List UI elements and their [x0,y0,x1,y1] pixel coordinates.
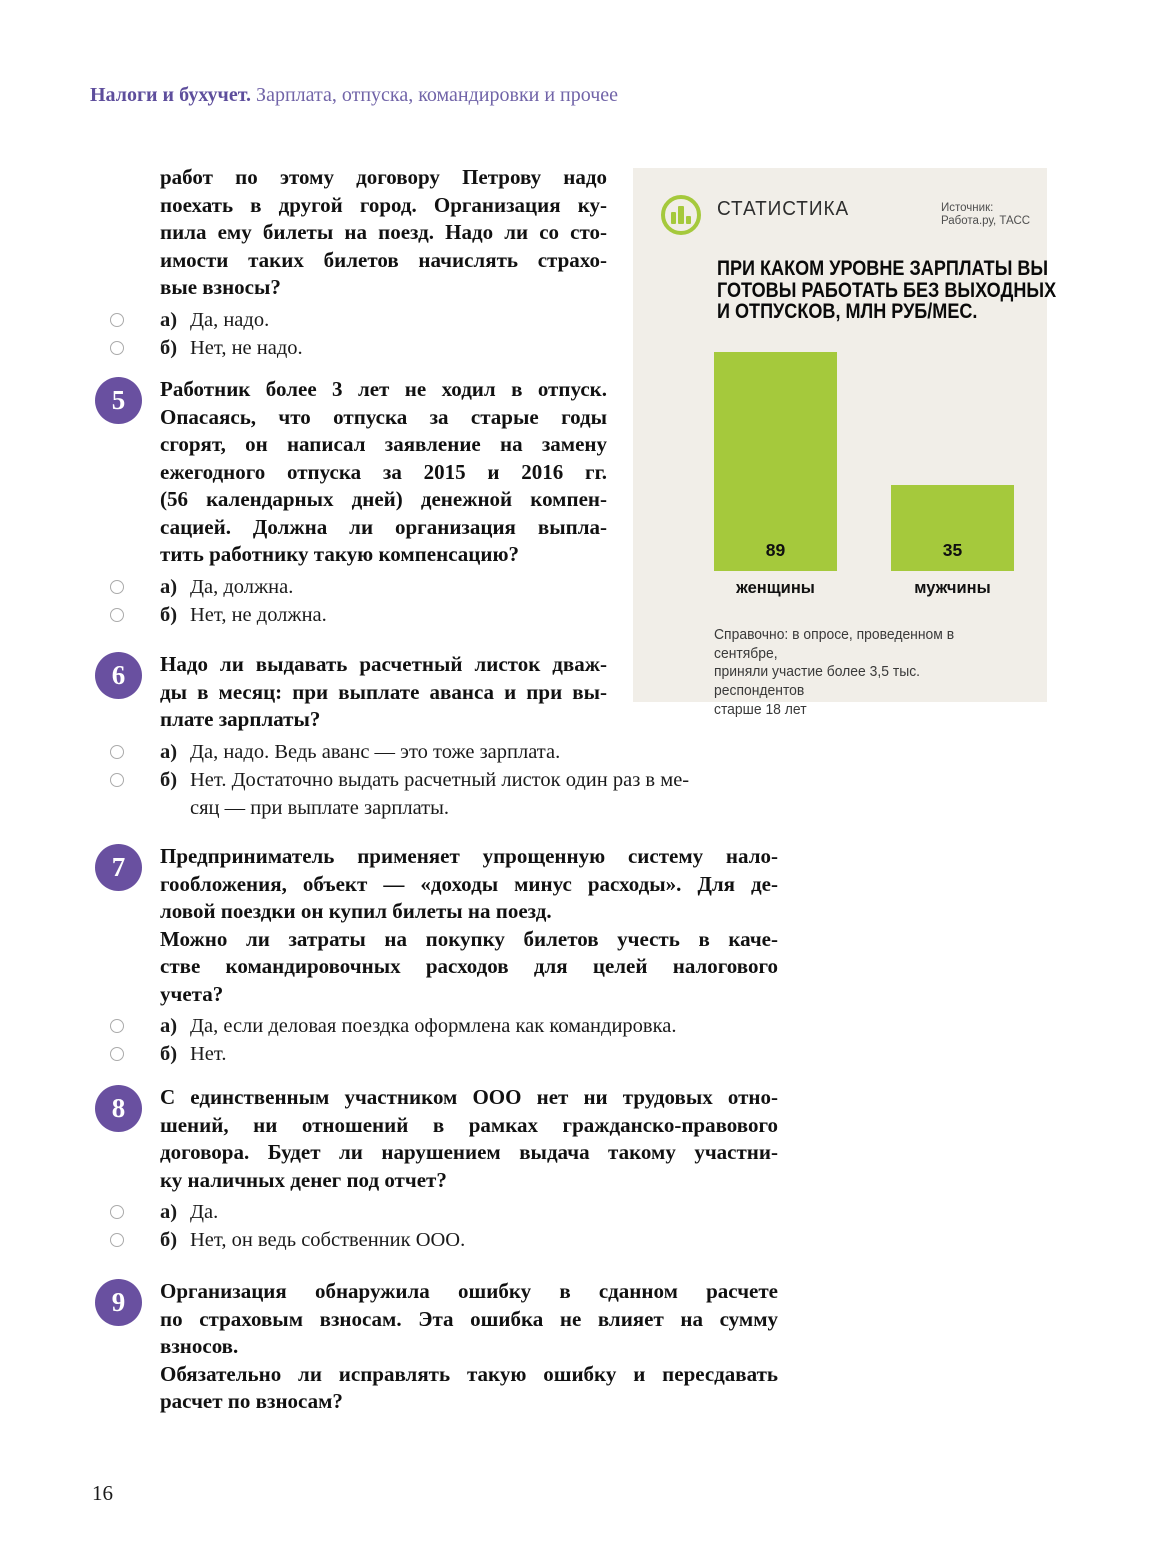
bar-value: 89 [765,540,786,560]
question-text-line: плате зарплаты? [160,707,321,731]
answer-options [160,306,607,362]
question-text-line: сацией. Должна ли организация выпла- [160,514,607,539]
chart-title-line: ПРИ КАКОМ УРОВНЕ ЗАРПЛАТЫ ВЫ [717,256,1049,280]
radio-button[interactable] [110,580,124,594]
option-label: а) [160,1015,178,1037]
question-number-badge: 8 [95,1085,142,1132]
question-text-line: (56 календарных дней) денежной компен- [160,487,607,511]
option-label: б) [160,1043,178,1065]
question-text-line: договора. Будет ли нарушением выдача такому участни- [160,1140,778,1164]
option-text: Да. [190,1201,219,1223]
question-text-line: ежегодного отпуска за 2015 и 2016 гг. [160,459,607,484]
question-text-line: сгорят, он написал заявление на замену [160,432,607,456]
question-text-line: стве командировочных расходов для целей налогового [160,954,778,978]
bar-category-label: мужчины [914,579,991,597]
radio-button[interactable] [110,313,124,327]
radio-button[interactable] [110,608,124,622]
option-text: Нет, он ведь собственник ООО. [190,1229,466,1251]
chart-footnote-line: приняли участие более 3,5 тыс. респондентов [714,664,921,700]
statistics-heading: СТАТИСТИКА [717,198,850,220]
radio-button[interactable] [110,1019,124,1033]
question-text-line: учета? [160,981,224,1006]
question-continued [160,164,607,362]
option-label: б) [160,1229,178,1251]
bar-chart-icon [661,195,701,235]
radio-button[interactable] [110,1233,124,1247]
answer-options [160,738,778,822]
question-text-line: поехать в другой город. Организация ку- [160,192,607,217]
radio-button[interactable] [110,341,124,355]
page-header [90,84,618,107]
radio-button[interactable] [110,745,124,759]
chart-title-line: И ОТПУСКОВ, МЛН РУБ/МЕС. [717,299,978,323]
chart-title [717,258,1056,323]
option-label: а) [160,575,178,598]
question-text-line: С единственным участником ООО нет ни трудовых отно- [160,1085,778,1109]
answer-option-a [160,573,607,601]
answer-options [160,573,607,629]
option-text: Нет, не должна. [190,603,327,626]
chart-source-line: Работа.ру, ТАСС [941,215,1031,227]
question-text-line: Можно ли затраты на покупку билетов учесть в каче- [160,926,778,951]
page-number: 16 [92,1481,113,1505]
question-text-line: ды в месяц: при выплате аванса и при вы- [160,679,607,704]
radio-button[interactable] [110,1047,124,1061]
bar-women [714,352,837,571]
answer-option-a [160,306,607,334]
option-label: б) [160,768,178,791]
question-text-line: пила ему билеты на поезд. Надо ли со сто- [160,220,607,244]
question-text-line: по страховым взносам. Эта ошибка не влияет на сумму [160,1306,778,1331]
answer-options [160,1198,778,1254]
answer-options [160,1012,778,1068]
option-text: Да, надо. Ведь аванс — это тоже зарплата. [190,740,561,763]
question-text-line: Надо ли выдавать расчетный листок дваж- [160,652,607,676]
question-text-line: Организация обнаружила ошибку в сданном расчете [160,1279,778,1303]
question-5 [160,376,607,629]
answer-option-b [160,1040,778,1068]
chart-source-line: Источник: [941,202,994,214]
chart-footnote [714,626,1012,720]
question-6 [160,651,690,822]
question-8 [160,1084,778,1254]
answer-option-a [160,1198,778,1226]
option-text: Нет. [190,1043,227,1065]
question-text-line: ловой поездки он купил билеты на поезд. [160,899,552,923]
option-label: б) [160,603,178,626]
question-text-line: расчет по взносам? [160,1389,343,1413]
statistics-panel [633,168,1057,718]
option-label: а) [160,740,178,763]
question-text-line: шений, ни отношений в рамках гражданско-правового [160,1112,778,1137]
question-number-badge: 5 [95,377,142,424]
chart-footnote-line: Справочно: в опросе, проведенном в сентябре, [714,627,955,662]
bar-category-label: женщины [736,579,815,597]
question-text-line: Опасаясь, что отпуска за старые годы [160,404,607,429]
answer-option-b [160,601,607,629]
option-text: Нет. Достаточно выдать расчетный листок один раз в ме- [190,768,690,791]
question-text-line: Обязательно ли исправлять такую ошибку и пересдавать [160,1361,778,1386]
bar-value: 35 [942,540,963,560]
question-text-line: вые взносы? [160,275,281,299]
chart-footnote-line: старше 18 лет [714,701,807,718]
question-9 [160,1278,778,1416]
page-header-rubric: Налоги и бухучет. [90,84,252,106]
question-text-line: имости таких билетов начислять страхо- [160,247,607,272]
radio-button[interactable] [110,773,124,787]
question-text-line: тить работнику такую компенсацию? [160,542,520,566]
page-header-subtitle: Зарплата, отпуска, командировки и прочее [256,84,619,106]
answer-option-b [160,766,778,822]
question-text-line: работ по этому договору Петрову надо [160,165,607,189]
option-text: Да, надо. [190,308,270,331]
question-number-badge: 9 [95,1279,142,1326]
answer-option-a [160,738,778,766]
answer-option-b [160,334,607,362]
option-text: Нет, не надо. [190,336,303,359]
question-text-line: взносов. [160,1334,239,1358]
question-text-line: гообложения, объект — «доходы минус расходы». Для де- [160,871,778,896]
question-text-line: Предприниматель применяет упрощенную систему нало- [160,844,778,868]
radio-button[interactable] [110,1205,124,1219]
option-label: а) [160,1201,178,1223]
answer-option-b [160,1226,778,1254]
option-text: сяц — при выплате зарплаты. [190,796,450,819]
question-number-badge: 6 [95,652,142,699]
question-7 [160,843,778,1068]
option-text: Да, должна. [190,575,294,598]
question-number-badge: 7 [95,844,142,891]
option-label: а) [160,308,178,331]
chart-title-line: ГОТОВЫ РАБОТАТЬ БЕЗ ВЫХОДНЫХ [717,277,1057,302]
question-text-line: ку наличных денег под отчет? [160,1167,447,1192]
question-text-line: Работник более 3 лет не ходил в отпуск. [160,377,607,401]
chart-source [941,202,1030,228]
bar-men [891,485,1014,571]
option-text: Да, если деловая поездка оформлена как командировка. [190,1015,677,1037]
answer-option-a [160,1012,778,1040]
option-label: б) [160,336,178,359]
